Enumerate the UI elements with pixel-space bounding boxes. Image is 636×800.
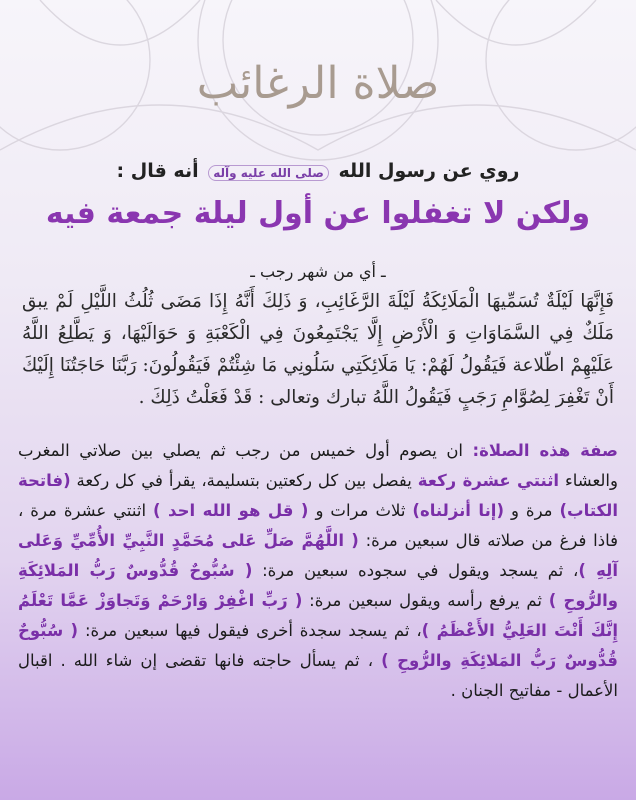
- method-highlight: (إنا أنزلناه): [412, 501, 504, 520]
- intro-line: [0, 160, 636, 182]
- intro-text: روي عن رسول الله: [338, 160, 520, 182]
- method-highlight: ( قل هو الله احد ): [153, 501, 309, 520]
- method-text: ، ثم يسجد ويقول في سجوده سبعين مرة:: [262, 561, 579, 580]
- headline: ولكن لا تغفلوا عن أول ليلة جمعة فيه: [45, 196, 591, 231]
- method-text: ، ثم يسجد سجدة أخرى فيقول فيها سبعين مرة:: [84, 621, 422, 640]
- subtitle: ـ أي من شهر رجب ـ: [250, 262, 386, 281]
- method-text: اثنتي عشرة مرة ،: [18, 501, 147, 520]
- source-citation: اقبال الأعمال - مفاتيح الجنان .: [18, 651, 618, 700]
- method-highlight: ( اللَّهُمَّ صَلِّ عَلى مُحَمَّدٍ النَّبِيِّ الأُمِّيِّ وَعَلى آلِهِ ): [18, 531, 618, 580]
- prayer-method: [18, 436, 618, 706]
- hadith-quote: فَإِنَّهَا لَيْلَةٌ تُسَمِّيهَا الْمَلَائِكَةُ لَيْلَةَ الرَّغَائِبِ، وَ ذَلِكَ أَنَّهُ إِذَا مَضَى ثُلُثُ اللَّيْلِ لَمْ يبق مَلَكٌ فِي السَّمَاوَاتِ وَ الْأَرْضِ إِلَّا يَجْتَمِعُونَ فِي الْكَعْبَةِ وَ حَوَالَيْهَا، وَ يَطَّلِعُ اللَّهُ عَلَيْهِمْ اطّلاعة فَيَقُولُ لَهُمْ: يَا مَلَائِكَتِي سَلُونِي مَا شِئْتُمْ فَيَقُولُونَ: رَبَّنَا حَاجَتُنَا إِلَيْكَ أَنْ تَغْفِرَ لِصُوَّامِ رَجَبٍ فَيَقُولُ اللَّهُ تبارك وتعالى : قَدْ فَعَلْتُ ذَلِكَ .: [22, 291, 614, 408]
- method-text: ان يصوم أول خميس من رجب ثم يصلي بين صلاتي المغرب والعشاء: [18, 441, 618, 490]
- method-highlight: (فاتحة الكتاب): [18, 471, 618, 520]
- method-highlight: ( رَبِّ اغْفِرْ وَارْحَمْ وَتَجاوَزْ عَمَّا تَعْلَمُ إِنَّكَ أَنْتَ العَلِيُّ الأَعْظَمُ ): [18, 591, 619, 640]
- method-text: فاذا فرغ من صلاته قال سبعين مرة:: [365, 531, 618, 550]
- method-highlight: ( سُبُّوحٌ قُدُّوسٌ رَبُّ المَلائِكَةِ والرُّوحِ ): [18, 621, 618, 670]
- method-text: يفصل بين كل ركعتين بتسليمة، يقرأ في كل ركعة: [76, 471, 412, 490]
- pbuh-seal: صلى الله عليه وآله: [208, 165, 329, 181]
- method-text: ثم يرفع رأسه ويقول سبعين مرة:: [309, 591, 542, 610]
- method-highlight: ( سُبُّوحٌ قُدُّوسٌ رَبُّ المَلائِكَةِ والرُّوحِ ): [18, 561, 618, 610]
- method-heading: صفة هذه الصلاة:: [472, 441, 618, 460]
- page-title: صلاة الرغائب: [196, 58, 440, 109]
- method-highlight: اثنتي عشرة ركعة: [417, 471, 560, 490]
- intro-after: أنه قال :: [116, 160, 199, 182]
- method-text: مرة و: [510, 501, 553, 520]
- method-text: ، ثم يسأل حاجته فانها تقضى إن شاء الله .: [60, 651, 374, 670]
- method-text: ثلاث مرات و: [315, 501, 406, 520]
